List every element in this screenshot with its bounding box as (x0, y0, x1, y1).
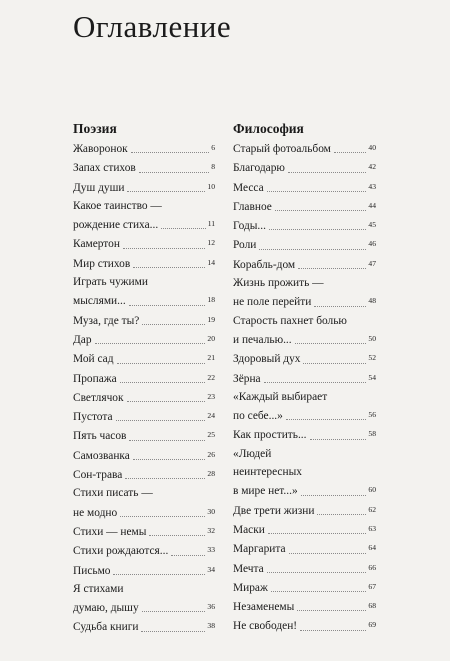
dot-leader (129, 440, 205, 441)
toc-entry (73, 465, 215, 484)
toc-page-number: 69 (368, 620, 376, 630)
dot-leader (264, 382, 367, 383)
toc-page-number: 66 (368, 562, 376, 572)
section-heading-poetry: Поэзия (73, 121, 117, 136)
toc-entry-title: Муза, где ты? (73, 314, 140, 327)
toc-entry (73, 178, 215, 197)
toc-entry-title: не модно (73, 506, 118, 519)
dot-leader (139, 172, 209, 173)
toc-entry (73, 388, 215, 407)
toc-entry-title: Роли (233, 239, 257, 252)
dot-leader (267, 572, 367, 573)
toc-entry-title-line: Стихи писать — (73, 487, 153, 500)
dot-leader (317, 514, 366, 515)
toc-page-number: 12 (207, 238, 215, 248)
toc-entry-title: Сон-трава (73, 469, 123, 482)
toc-page-number: 54 (368, 372, 376, 382)
dot-leader (116, 420, 206, 421)
toc-entry (233, 501, 376, 520)
toc-page-number: 25 (207, 430, 215, 440)
toc-entry-title: и печалью... (233, 333, 292, 346)
toc-entry-title: Стихи — немы (73, 525, 147, 538)
toc-entry (73, 330, 215, 349)
toc-entry (73, 580, 215, 618)
dot-leader (303, 363, 366, 364)
dot-leader (286, 419, 367, 420)
toc-entry-title: Две трети жизни (233, 504, 315, 517)
dot-leader (142, 611, 206, 612)
toc-page-number: 26 (207, 449, 215, 459)
toc-entry (233, 445, 376, 501)
dot-leader (288, 172, 366, 173)
page-title: Оглавление (73, 9, 232, 44)
toc-entry (233, 539, 376, 558)
toc-entry (233, 235, 376, 254)
toc-entry-row (73, 388, 215, 407)
toc-entry-row (73, 158, 215, 177)
toc-page-number: 42 (368, 162, 376, 172)
dot-leader (269, 229, 366, 230)
toc-entry-title: Судьба книги (73, 621, 139, 634)
toc-entry (73, 311, 215, 330)
toc-entry-title: Пустота (73, 411, 113, 424)
toc-entry-row (233, 616, 376, 635)
toc-entry (233, 520, 376, 539)
entries-poetry (73, 139, 215, 637)
toc-page-number: 30 (207, 506, 215, 516)
toc-entry-row (233, 235, 376, 254)
toc-page-number: 62 (368, 504, 376, 514)
dot-leader (271, 591, 367, 592)
toc-entry-title-line: «Людей (233, 447, 272, 460)
toc-page-number: 46 (368, 239, 376, 249)
dot-leader (142, 324, 205, 325)
dot-leader (113, 574, 205, 575)
toc-page-number: 8 (211, 162, 215, 172)
toc-entry-row (233, 597, 376, 616)
toc-page-number: 43 (368, 181, 376, 191)
toc-entry-title: Душ души (73, 181, 125, 194)
toc-entry-row (73, 561, 215, 580)
toc-entry (233, 597, 376, 616)
toc-entry-title: Старый фотоальбом (233, 143, 331, 155)
toc-entry-row (233, 216, 376, 235)
toc-entry (73, 273, 215, 311)
dot-leader (275, 210, 367, 211)
dot-leader (141, 631, 205, 632)
toc-entry-row (73, 598, 215, 617)
toc-entry-title: Годы... (233, 220, 266, 233)
toc-entry-row (233, 292, 376, 311)
toc-entry-title-line: «Каждый выбирает (233, 390, 328, 403)
toc-entry (73, 522, 215, 541)
toc-entry-row (73, 234, 215, 253)
dot-leader (334, 152, 367, 153)
toc-entry-title-line: Я стихами (73, 582, 124, 595)
toc-entry-title: Маски (233, 523, 265, 536)
toc-entry (73, 197, 215, 235)
toc-page-number: 47 (368, 258, 376, 268)
toc-entry-title: Корабль-дом (233, 258, 296, 271)
toc-entry (233, 197, 376, 216)
toc-entry-title: Незаменемы (233, 601, 295, 614)
toc-entry-row (73, 254, 215, 273)
toc-entry (233, 616, 376, 635)
toc-entry-row (73, 465, 215, 484)
toc-entry-title: Главное (233, 200, 272, 213)
toc-entry-title: Месса (233, 181, 264, 194)
toc-entry-title-line: Старость пахнет болью (233, 314, 347, 327)
toc-page-number: 21 (207, 353, 215, 363)
dot-leader (125, 478, 205, 479)
toc-entry-row (73, 291, 215, 310)
toc-entry-title: Не свободен! (233, 620, 298, 633)
dot-leader (120, 516, 205, 517)
toc-entry-title: рождение стиха... (73, 219, 159, 232)
toc-page-number: 38 (207, 621, 215, 631)
dot-leader (259, 249, 366, 250)
dot-leader (289, 553, 367, 554)
toc-entry (73, 139, 215, 158)
dot-leader (300, 630, 366, 631)
toc-entry-title: Мой сад (73, 353, 114, 366)
toc-entry (73, 369, 215, 388)
toc-page-number: 67 (368, 581, 376, 591)
toc-entry-row (73, 311, 215, 330)
dot-leader (298, 268, 366, 269)
toc-entry-row (233, 501, 376, 520)
dot-leader (295, 343, 367, 344)
toc-entry-row (73, 522, 215, 541)
toc-entry-title: не поле перейти (233, 296, 312, 309)
toc-entry-title: мыслями... (73, 295, 126, 308)
toc-entry-title: Пять часов (73, 430, 127, 443)
toc-entry-row (73, 215, 215, 234)
toc-entry (73, 617, 215, 636)
toc-column-poetry (73, 119, 215, 637)
dot-leader (133, 459, 206, 460)
toc-entry-title: Мир стихов (73, 257, 131, 270)
toc-entry (233, 139, 376, 158)
toc-page-number: 23 (207, 391, 215, 401)
toc-entry-title: Мечта (233, 562, 264, 575)
toc-entry-title: Как простить... (233, 429, 307, 442)
dot-leader (267, 191, 367, 192)
dot-leader (131, 152, 210, 153)
toc-entry-row (233, 158, 376, 177)
toc-entry-row (73, 349, 215, 368)
toc-entry (233, 216, 376, 235)
toc-entry (73, 541, 215, 560)
toc-entry-row (233, 425, 376, 444)
toc-entry-title: Маргарита (233, 543, 286, 556)
toc-page-number: 52 (368, 353, 376, 363)
dot-leader (123, 248, 205, 249)
toc-page-number: 28 (207, 469, 215, 479)
toc-entry-title: думаю, дышу (73, 602, 139, 615)
toc-entry-row (233, 369, 376, 388)
toc-page-number: 60 (368, 485, 376, 495)
toc-entry-row (73, 330, 215, 349)
toc-entry (233, 312, 376, 350)
toc-entry-row (233, 406, 376, 425)
dot-leader (149, 535, 205, 536)
toc-entry-row (73, 426, 215, 445)
entries-philosophy (233, 139, 376, 636)
toc-page-number: 11 (207, 219, 215, 229)
dot-leader (314, 306, 366, 307)
toc-entry-row (233, 539, 376, 558)
toc-page-number: 56 (368, 410, 376, 420)
dot-leader (129, 305, 206, 306)
toc-page-number: 10 (207, 181, 215, 191)
toc-page-number: 18 (207, 295, 215, 305)
toc-page-number: 40 (368, 143, 376, 152)
toc-entry-row (73, 407, 215, 426)
toc-entry-title: Запах стихов (73, 162, 136, 175)
toc-entry-row (233, 330, 376, 349)
toc-entry-row (233, 481, 376, 500)
toc-page-number: 63 (368, 523, 376, 533)
toc-entry (233, 274, 376, 312)
toc-page-number: 50 (368, 333, 376, 343)
dot-leader (120, 382, 206, 383)
toc-page-number: 24 (207, 411, 215, 421)
toc-entry (73, 446, 215, 465)
toc-entry-row (233, 255, 376, 274)
toc-entry-row (233, 559, 376, 578)
toc-entry-row (73, 139, 215, 158)
toc-entry-row (233, 197, 376, 216)
toc-page-number: 19 (207, 314, 215, 324)
toc-entry-row (73, 503, 215, 522)
toc-entry (233, 559, 376, 578)
toc-entry (233, 349, 376, 368)
toc-entry-row (73, 369, 215, 388)
toc-entry-row (73, 178, 215, 197)
toc-entry-title: Благодарю (233, 162, 285, 175)
dot-leader (95, 343, 206, 344)
dot-leader (161, 228, 205, 229)
toc-entry (73, 484, 215, 522)
toc-page-number: 14 (207, 257, 215, 267)
toc-column-philosophy (233, 119, 376, 636)
section-heading-philosophy: Философия (233, 121, 304, 136)
toc-entry (73, 426, 215, 445)
toc-page-number: 68 (368, 601, 376, 611)
toc-entry-title-line: Какое таинство — (73, 199, 162, 212)
toc-entry-title: Жаворонок (73, 143, 128, 155)
toc-page-number: 64 (368, 543, 376, 553)
dot-leader (171, 555, 205, 556)
toc-page-number: 58 (368, 429, 376, 439)
toc-entry (233, 388, 376, 426)
toc-entry-title-line: Жизнь прожить — (233, 277, 324, 290)
toc-entry (233, 158, 376, 177)
toc-page-number: 45 (368, 220, 376, 230)
toc-entry-row (233, 520, 376, 539)
toc-page-number: 34 (207, 564, 215, 574)
toc-entry-row (233, 349, 376, 368)
toc-entry (73, 561, 215, 580)
toc-entry-title: по себе...» (233, 410, 283, 423)
dot-leader (297, 610, 366, 611)
toc-entry (233, 369, 376, 388)
toc-entry (233, 578, 376, 597)
toc-page-number: 36 (207, 602, 215, 612)
toc-entry-title: Здоровый дух (233, 353, 301, 366)
toc-entry-title: Зёрна (233, 372, 261, 385)
toc-entry-title: Дар (73, 333, 92, 346)
toc-entry-title: Самозванка (73, 449, 130, 462)
toc-entry-row (73, 446, 215, 465)
toc-entry-title: Мираж (233, 581, 268, 594)
toc-page-number: 33 (207, 545, 215, 555)
toc-entry-row (233, 139, 376, 158)
toc-entry-title: Пропажа (73, 372, 117, 385)
toc-entry (233, 255, 376, 274)
dot-leader (127, 191, 205, 192)
toc-entry-title-line: Играть чужими (73, 276, 148, 289)
toc-page-number: 20 (207, 333, 215, 343)
toc-entry-title: Стихи рождаются... (73, 545, 169, 558)
toc-entry-row (233, 178, 376, 197)
dot-leader (117, 363, 206, 364)
dot-leader (310, 439, 367, 440)
dot-leader (301, 495, 367, 496)
toc-entry (73, 254, 215, 273)
toc-entry-title: Камертон (73, 238, 120, 251)
toc-entry (233, 425, 376, 444)
toc-entry-row (73, 541, 215, 560)
dot-leader (133, 267, 205, 268)
toc-entry-title: Светлячок (73, 391, 124, 404)
toc-page-number: 6 (211, 143, 215, 152)
toc-entry (73, 234, 215, 253)
toc-entry (233, 178, 376, 197)
toc-entry-title: в мире нет...» (233, 485, 298, 498)
toc-entry-row (73, 617, 215, 636)
toc-page-number: 22 (207, 372, 215, 382)
toc-page-number: 48 (368, 296, 376, 306)
dot-leader (127, 401, 206, 402)
toc-entry (73, 158, 215, 177)
toc-entry (73, 407, 215, 426)
dot-leader (268, 533, 367, 534)
toc-entry (73, 349, 215, 368)
toc-page-number: 44 (368, 200, 376, 210)
toc-entry-title-line: неинтересных (233, 466, 302, 479)
toc-entry-title: Письмо (73, 564, 111, 577)
toc-page-number: 32 (207, 525, 215, 535)
toc-entry-row (233, 578, 376, 597)
